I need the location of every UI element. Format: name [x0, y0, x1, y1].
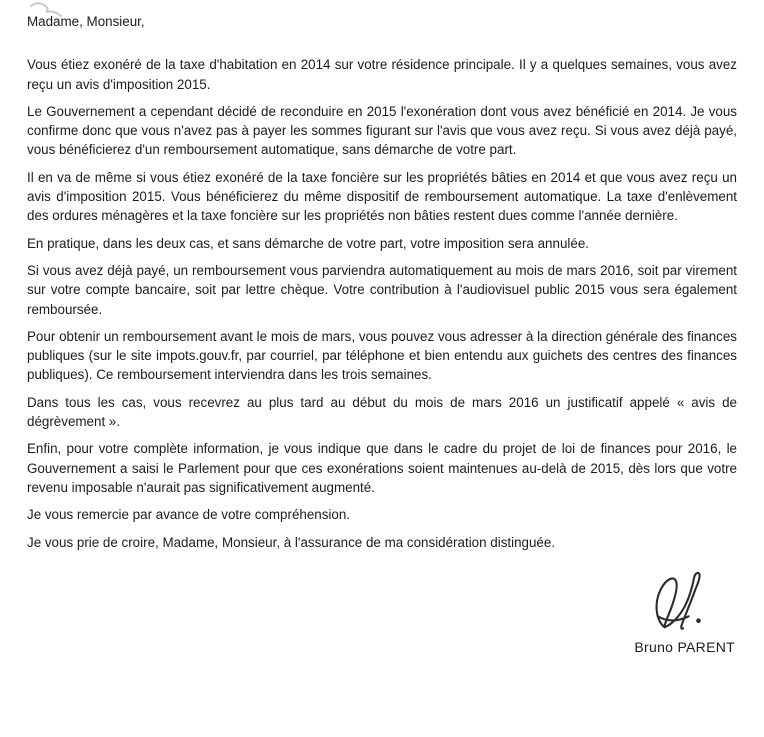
paragraph-10: Je vous prie de croire, Madame, Monsieur, à l'assurance de ma considération distinguée.	[27, 534, 556, 550]
signature-icon	[649, 570, 715, 634]
paragraph-6: Pour obtenir un remboursement avant le mois de mars, vous pouvez vous adresser à la direction générale des finances publiques (sur le site impots.gouv.fr, par courriel, par téléphone et bien entendu aux guichets des centres des finances publiques). Ce remboursement interviendra dans les trois semaines.	[27, 328, 737, 383]
paragraph-5: Si vous avez déjà payé, un remboursement vous parviendra automatiquement au mois de mars 2016, soit par virement sur votre compte bancaire, soit par lettre chèque. Votre contribution à l'audiovisuel public 2015 vous sera également remboursée.	[27, 262, 737, 317]
salutation: Madame, Monsieur,	[27, 14, 145, 29]
paragraph-9: Je vous remercie par avance de votre compréhension.	[27, 507, 351, 523]
paragraph-7: Dans tous les cas, vous recevrez au plus tard au début du mois de mars 2016 un justificatif appelé « avis de dégrèvement ».	[27, 394, 737, 430]
signature-name: Bruno PARENT	[634, 638, 735, 655]
paragraph-1: Vous étiez exonéré de la taxe d'habitation en 2014 sur votre résidence principale. Il y a quelques semaines, vous avez reçu un avis d'imposition 2015.	[27, 57, 737, 92]
signature-block	[634, 570, 735, 657]
paragraph-2: Le Gouvernement a cependant décidé de reconduire en 2015 l'exonération dont vous avez bénéficié en 2014. Je vous confirme donc que vous n'avez pas à payer les sommes figurant sur l'avis que vous avez reçu. Si vous avez déjà payé, vous bénéficierez d'un remboursement automatique, sans démarche de votre part.	[27, 103, 737, 158]
paragraph-8: Enfin, pour votre complète information, je vous indique que dans le cadre du projet de loi de finances pour 2016, le Gouvernement a saisi le Parlement pour que ces exonérations soient maintenues au-delà de 2015, dès lors que votre revenu imposable n'aurait pas significativement augmenté.	[27, 441, 737, 495]
paragraph-4: En pratique, dans les deux cas, et sans démarche de votre part, votre imposition sera annulée.	[27, 235, 589, 251]
paragraph-3: Il en va de même si vous étiez exonéré de la taxe foncière sur les propriétés bâties en 2014 et que vous avez reçu un avis d'imposition 2015. Vous bénéficierez du même dispositif de remboursement automatique. La taxe d'enlèvement des ordures ménagères et la taxe foncière sur les propriétés non bâties restent dues comme l'année dernière.	[27, 169, 737, 224]
